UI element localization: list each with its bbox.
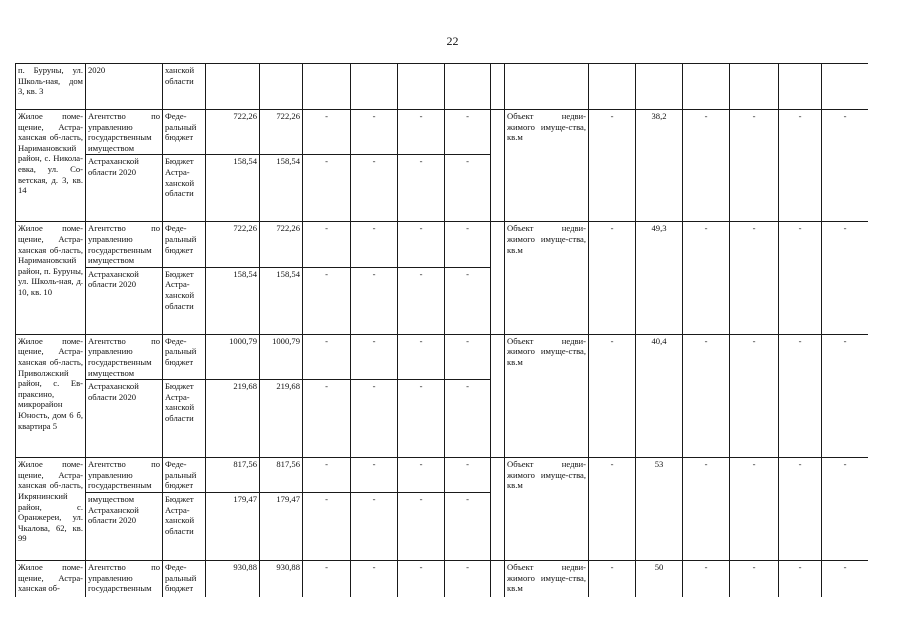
budget-source-cell: ханской области (163, 64, 206, 110)
amount-cell: 722,26 (260, 110, 303, 155)
dash-cell: - (303, 110, 351, 155)
agency-cell: Агентство по управлению государственным имуществом (86, 222, 163, 267)
dash-cell: - (445, 155, 491, 222)
column-gap (491, 334, 505, 457)
dash-cell: - (683, 110, 730, 222)
amount-cell: 179,47 (206, 492, 260, 560)
amount-cell: 179,47 (260, 492, 303, 560)
dash-cell: - (398, 458, 445, 493)
dash-cell: - (303, 267, 351, 334)
object-cell: Объект недви-жимого имуще-ства, кв.м (505, 334, 589, 457)
dash-cell: - (303, 560, 351, 597)
value-cell (206, 64, 260, 110)
agency-cell: Астраханской области 2020 (86, 267, 163, 334)
indicator-cell (779, 64, 822, 110)
dash-cell: - (398, 492, 445, 560)
amount-cell: 930,88 (206, 560, 260, 597)
page-number: 22 (446, 34, 459, 48)
amount-cell: 817,56 (206, 458, 260, 493)
budget-source-cell: Феде-ральный бюджет (163, 458, 206, 493)
agency-cell: Агентство по управлению государственным (86, 560, 163, 597)
dash-cell: - (683, 334, 730, 457)
value-cell (398, 64, 445, 110)
table-row (16, 64, 869, 110)
dash-cell: - (351, 267, 398, 334)
column-gap (491, 458, 505, 561)
agency-cell: Астраханской области 2020 (86, 155, 163, 222)
dash-cell: - (730, 222, 779, 334)
object-cell: Объект недви-жимого имуще-ства, кв.м (505, 222, 589, 334)
column-gap (491, 222, 505, 334)
dash-cell: - (351, 334, 398, 379)
area-cell: 50 (636, 560, 683, 597)
table-row (16, 222, 869, 267)
dash-cell: - (351, 110, 398, 155)
dash-cell: - (303, 458, 351, 493)
dash-cell: - (445, 267, 491, 334)
dash-cell: - (730, 458, 779, 561)
address-cell: Жилое поме-щение, Астра-ханская об-ласть, Икрянинский район, с. Оранжереи, ул. Чкалова, 62, кв. 99 (16, 458, 86, 561)
dash-cell: - (683, 222, 730, 334)
amount-cell: 219,68 (260, 380, 303, 458)
dash-cell: - (779, 110, 822, 222)
dash-cell: - (398, 155, 445, 222)
address-cell: Жилое поме-щение, Астра-ханская об-ласть, Наримановский район, п. Буруны, ул. Школь-ная, д. 10, кв. 10 (16, 222, 86, 334)
indicator-cell (505, 64, 589, 110)
dash-cell: - (445, 334, 491, 379)
dash-cell: - (730, 334, 779, 457)
amount-cell: 158,54 (260, 267, 303, 334)
dash-cell: - (398, 334, 445, 379)
value-cell (351, 64, 398, 110)
amount-cell: 219,68 (206, 380, 260, 458)
dash-cell: - (779, 560, 822, 597)
budget-table (15, 63, 868, 597)
agency-cell: Агентство по управлению государственным имуществом (86, 110, 163, 155)
address-cell: Жилое поме-щение, Астра-ханская об-ласть, Наримановский район, с. Никола-евка, ул. Со-ветская, д. 3, кв. 14 (16, 110, 86, 222)
column-gap (491, 64, 505, 110)
area-cell: 40,4 (636, 334, 683, 457)
dash-cell: - (730, 560, 779, 597)
value-cell (303, 64, 351, 110)
dash-cell: - (589, 222, 636, 334)
table-row (16, 110, 869, 155)
dash-cell: - (822, 222, 869, 334)
dash-cell: - (683, 560, 730, 597)
indicator-cell (636, 64, 683, 110)
budget-source-cell: Бюджет Астра-ханской области (163, 155, 206, 222)
dash-cell: - (779, 222, 822, 334)
amount-cell: 158,54 (260, 155, 303, 222)
agency-cell: имуществом Астраханской области 2020 (86, 492, 163, 560)
object-cell: Объект недви-жимого имуще-ства, кв.м (505, 560, 589, 597)
dash-cell: - (303, 334, 351, 379)
dash-cell: - (351, 458, 398, 493)
dash-cell: - (779, 458, 822, 561)
dash-cell: - (822, 560, 869, 597)
budget-source-cell: Феде-ральный бюджет (163, 110, 206, 155)
area-cell: 38,2 (636, 110, 683, 222)
indicator-cell (683, 64, 730, 110)
area-cell: 53 (636, 458, 683, 561)
dash-cell: - (822, 334, 869, 457)
amount-cell: 158,54 (206, 155, 260, 222)
budget-source-cell: Бюджет Астра-ханской области (163, 267, 206, 334)
dash-cell: - (398, 267, 445, 334)
agency-cell: Астраханской области 2020 (86, 380, 163, 458)
dash-cell: - (303, 222, 351, 267)
dash-cell: - (589, 110, 636, 222)
dash-cell: - (822, 458, 869, 561)
dash-cell: - (351, 155, 398, 222)
dash-cell: - (445, 222, 491, 267)
dash-cell: - (589, 458, 636, 561)
amount-cell: 817,56 (260, 458, 303, 493)
amount-cell: 722,26 (206, 222, 260, 267)
dash-cell: - (303, 380, 351, 458)
dash-cell: - (779, 334, 822, 457)
dash-cell: - (589, 334, 636, 457)
dash-cell: - (398, 380, 445, 458)
amount-cell: 930,88 (260, 560, 303, 597)
indicator-cell (730, 64, 779, 110)
dash-cell: - (351, 380, 398, 458)
value-cell (260, 64, 303, 110)
budget-source-cell: Бюджет Астра-ханской области (163, 492, 206, 560)
address-cell: Жилое поме-щение, Астра-ханская об-ласть, Приволжский район, с. Ев-праксино, микрорайон Юность, дом 6 б, квартира 5 (16, 334, 86, 457)
dash-cell: - (445, 458, 491, 493)
dash-cell: - (683, 458, 730, 561)
budget-source-cell: Феде-ральный бюджет (163, 334, 206, 379)
object-cell: Объект недви-жимого имуще-ства, кв.м (505, 110, 589, 222)
dash-cell: - (398, 222, 445, 267)
address-cell: Жилое поме-щение, Астра-ханская об- (16, 560, 86, 597)
agency-cell: Агентство по управлению государственным имуществом (86, 334, 163, 379)
indicator-cell (589, 64, 636, 110)
dash-cell: - (445, 110, 491, 155)
budget-source-cell: Феде-ральный бюджет (163, 560, 206, 597)
amount-cell: 722,26 (260, 222, 303, 267)
area-cell: 49,3 (636, 222, 683, 334)
agency-cell: Агентство по управлению государственным (86, 458, 163, 493)
dash-cell: - (351, 492, 398, 560)
agency-cell: 2020 (86, 64, 163, 110)
dash-cell: - (445, 560, 491, 597)
column-gap (491, 110, 505, 222)
table-row (16, 458, 869, 493)
table-row (16, 560, 869, 597)
dash-cell: - (822, 110, 869, 222)
dash-cell: - (351, 222, 398, 267)
dash-cell: - (398, 110, 445, 155)
amount-cell: 158,54 (206, 267, 260, 334)
amount-cell: 1000,79 (206, 334, 260, 379)
table-row (16, 334, 869, 379)
budget-source-cell: Феде-ральный бюджет (163, 222, 206, 267)
dash-cell: - (303, 492, 351, 560)
dash-cell: - (398, 560, 445, 597)
budget-source-cell: Бюджет Астра-ханской области (163, 380, 206, 458)
amount-cell: 1000,79 (260, 334, 303, 379)
dash-cell: - (730, 110, 779, 222)
object-cell: Объект недви-жимого имуще-ства, кв.м (505, 458, 589, 561)
dash-cell: - (351, 560, 398, 597)
dash-cell: - (445, 492, 491, 560)
value-cell (445, 64, 491, 110)
column-gap (491, 560, 505, 597)
amount-cell: 722,26 (206, 110, 260, 155)
dash-cell: - (589, 560, 636, 597)
indicator-cell (822, 64, 869, 110)
address-cell: п. Буруны, ул. Школь-ная, дом 3, кв. 3 (16, 64, 86, 110)
dash-cell: - (303, 155, 351, 222)
budget-table-sheet (15, 63, 868, 597)
dash-cell: - (445, 380, 491, 458)
